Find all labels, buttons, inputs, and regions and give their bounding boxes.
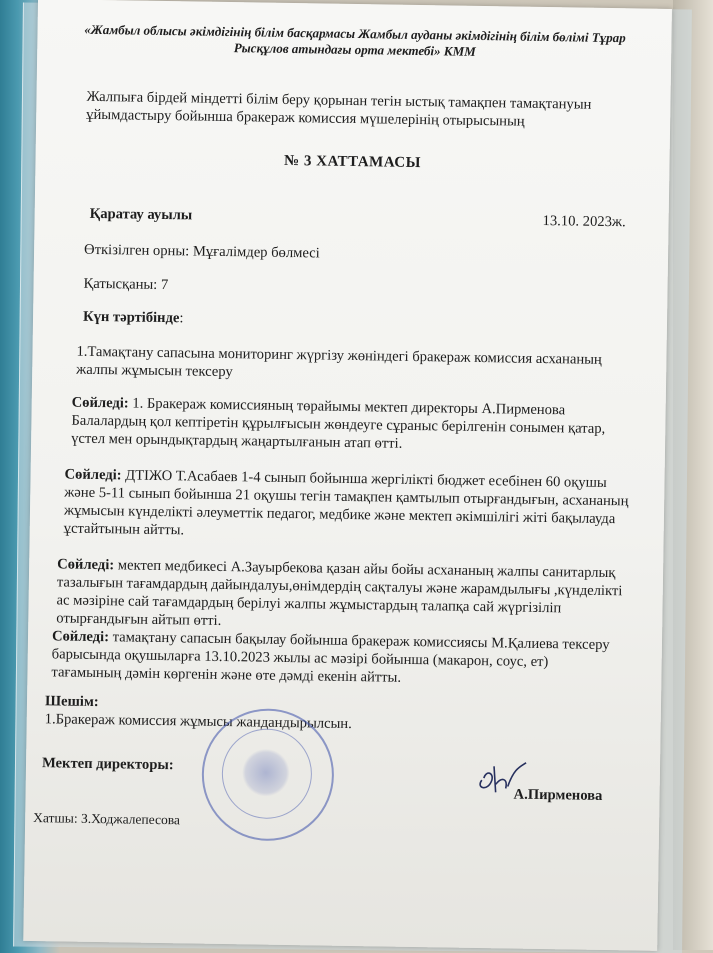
secretary: Хатшы: З.Ходжалепесова bbox=[33, 810, 181, 828]
speech-3 bbox=[56, 555, 627, 636]
agenda-item: 1.Тамақтану сапасына мониторинг жүргізу жөніндегі бракераж комиссия асхананың жалпы жұмысын тексеру bbox=[76, 343, 602, 381]
speech-label: Сөйледі: bbox=[64, 466, 122, 484]
participants: Қатысқаны: 7 bbox=[83, 275, 169, 294]
place: Қаратау ауылы bbox=[89, 205, 193, 224]
speech-text: тамақтану сапасын бақылау бойынша бракераж комиссиясы М.Қалиева тексеру барысында оқушыларға 13.10.2023 жылы ас мәзірі бойынша (макарон, соус, ет) тағамының дәмін көргенін және өте дәмді екенін айтты. bbox=[51, 629, 610, 686]
document-page bbox=[23, 0, 672, 951]
date: 13.10. 2023ж. bbox=[542, 212, 626, 231]
decision-text: 1.Бракераж комиссия жұмысы жандандырылсын. bbox=[44, 711, 352, 733]
director-label: Мектеп директоры: bbox=[41, 755, 174, 774]
protocol-title: № 3 ХАТТАМАСЫ bbox=[283, 152, 422, 172]
decision-label: Шешім: bbox=[44, 693, 99, 711]
venue: Өткізілген орны: Мұғалімдер бөлмесі bbox=[83, 241, 320, 262]
speech-2 bbox=[64, 465, 635, 546]
speech-4 bbox=[51, 627, 622, 690]
speech-label: Сөйледі: bbox=[71, 394, 129, 412]
organization-header: «Жамбыл облысы әкімдігінің білім басқармасы Жамбыл ауданы әкімдігінің білім бөлімі Тұрар Рысқұлов атындағы орта мектебі» КММ bbox=[84, 21, 626, 59]
speech-text: 1. Бракераж комиссияның төрайымы мектеп директоры А.Пирменова Балалардың қол кептіретін құрылғысын жөндеуге сұраныс берілгенін сонымен қатар, үстел мен орындықтардың жаңартылғанын атап өтті. bbox=[71, 395, 606, 452]
speech-text: мектеп медбикесі А.Зауырбекова қазан айы бойы асхананың жалпы санитарлық тазалығын тағамдардың дайындалуы,өнімдердің сақталуы және жарамдылығы ,күнделікті ас мәзіріне сай тағамдардың берілуі жалпы жұмыстардың талапқа сай жүргізіліп отырғандығын айтып өтті. bbox=[56, 557, 623, 629]
speech-text: ДТІЖО Т.Асабаев 1-4 сынып бойынша жергілікті бюджет есебінен 60 оқушы және 5-11 сынып бойынша 21 оқушы тегін тамақпен қамтылып отырғандығын, асхананың жұмысын күнделікті әлеуметтік педагог, медбике және мектеп әкімшілігі жіті бақылауда ұстайтынын айтты. bbox=[63, 467, 629, 539]
official-stamp bbox=[201, 708, 335, 842]
speech-label: Сөйледі: bbox=[51, 628, 110, 646]
speech-1 bbox=[71, 394, 642, 457]
meeting-intro: Жалпыға бірдей міндетті білім беру қорынан тегін ыстық тамақпен тамақтануын ұйымдастыру бойынша бракераж комиссия мүшелерінің отырысының bbox=[86, 88, 592, 130]
agenda-heading bbox=[83, 309, 184, 328]
agenda-colon: : bbox=[179, 310, 184, 327]
agenda-label: Күн тәртібінде bbox=[82, 308, 180, 327]
director-name: А.Пирменова bbox=[513, 786, 603, 804]
speech-label: Сөйледі: bbox=[57, 556, 115, 574]
